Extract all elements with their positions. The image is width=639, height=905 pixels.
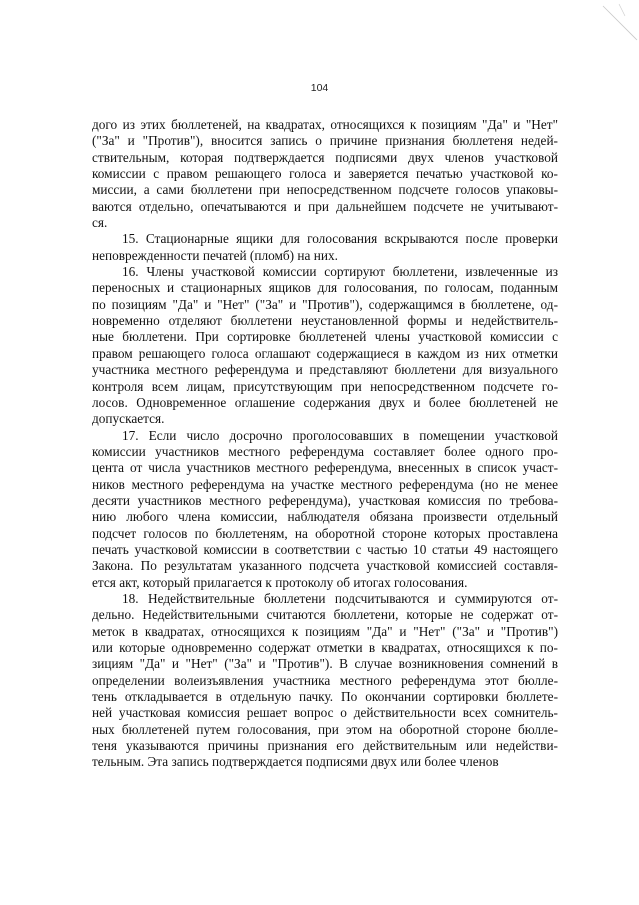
text-line: 16. Члены участковой комиссии сортируют бюллетени, извлеченные из — [122, 264, 558, 280]
text-line: Закона. По результатам указанного подсчета участковой комиссией составля- — [92, 558, 558, 574]
paragraph-p-continued — [92, 117, 558, 231]
text-line: дельно. Недействительными считаются бюллетени, которые не содержат от- — [92, 607, 558, 623]
paragraph-p-17 — [92, 428, 558, 591]
paragraph-p-18 — [92, 591, 558, 771]
text-line: определении волеизъявления участника местного референдума этот бюлле- — [92, 672, 558, 688]
text-line: ные бюллетени. При сортировке бюллетеней члены участковой комиссии с — [92, 329, 558, 345]
text-line: переносных и стационарных ящиков для голосования, по голосам, поданным — [92, 280, 558, 296]
text-line: лосов. Одновременное оглашение содержания двух и более бюллетеней не — [92, 394, 558, 410]
text-line: новременно отделяют бюллетени неустановленной формы и недействитель- — [92, 313, 558, 329]
text-line: тень откладывается в отдельную пачку. По окончании сортировки бюллете- — [92, 689, 558, 705]
text-line: комиссии с правом решающего голоса и заверяется печатью участковой ко- — [92, 166, 558, 182]
document-body — [92, 117, 558, 771]
text-line: подсчет голосов по бюллетеням, на оборотной стороне которых проставлена — [92, 525, 558, 541]
text-line: меток в квадратах, относящихся к позициям "Да" и "Нет" ("За" и "Против") — [92, 623, 558, 639]
text-line: допускается. — [92, 411, 165, 427]
text-line: зициям "Да" и "Нет" ("За" и "Против"). В случае возникновения сомнений в — [92, 656, 558, 672]
text-line: по позициям "Да" и "Нет" ("За" и "Против"), содержащимся в бюллетене, од- — [92, 296, 558, 312]
corner-scribble-icon — [559, 0, 639, 60]
text-line: ствительным, которая подтверждается подписями двух членов участковой — [92, 149, 558, 165]
text-line: теня указываются причины признания его действительным или недействи- — [92, 738, 558, 754]
text-line: ваются отдельно, опечатываются и при дальнейшем подсчете не учитывают- — [92, 198, 558, 214]
text-line: тельным. Эта запись подтверждается подписями двух или более членов — [92, 754, 499, 770]
text-line: дого из этих бюллетеней, на квадратах, относящихся к позициям "Да" и "Нет" — [92, 117, 558, 132]
text-line: 15. Стационарные ящики для голосования вскрываются после проверки — [122, 231, 558, 247]
text-line: контроля всем лицам, присутствующим при непосредственном подсчете го- — [92, 378, 558, 394]
text-line: ней участковая комиссия решает вопрос о действительности всех сомнитель- — [92, 705, 558, 721]
text-line: ных бюллетеней путем голосования, при этом на оборотной стороне бюлле- — [92, 721, 558, 737]
paragraph-p-15 — [92, 231, 558, 264]
text-line: неповрежденности печатей (пломб) на них. — [92, 247, 338, 263]
text-line: 18. Недействительные бюллетени подсчитываются и суммируются от- — [122, 590, 558, 606]
text-line: ников местного референдума на участке местного референдума (но не менее — [92, 476, 558, 492]
text-line: правом решающего голоса оглашают содержащиеся в каждом из них отметки — [92, 345, 558, 361]
text-line: печать участковой комиссии в соответствии с частью 10 статьи 49 настоящего — [92, 541, 558, 557]
text-line: миссии, а сами бюллетени при непосредственном подсчете голосов упаковы- — [92, 182, 558, 198]
text-line: комиссии участников местного референдума составляет более одного про- — [92, 443, 558, 459]
text-line: десяти участников местного референдума), участковая комиссия по требова- — [92, 492, 558, 508]
text-line: ("За" и "Против"), вносится запись о причине признания бюллетеня недей- — [92, 133, 558, 149]
text-line: участника местного референдума и представляют бюллетени для визуального — [92, 362, 558, 378]
text-line: нию любого члена комиссии, наблюдателя обязана произвести отдельный — [92, 509, 558, 525]
text-line: цента от числа участников местного референдума, внесенных в список участ- — [92, 460, 558, 476]
text-line: ся. — [92, 215, 108, 231]
text-line: или которые одновременно содержат отметки в квадратах, относящихся к по- — [92, 640, 558, 655]
text-line: ется акт, который прилагается к протоколу об итогах голосования. — [92, 574, 468, 590]
page-number: 104 — [310, 82, 329, 94]
text-line: 17. Если число досрочно проголосовавших в помещении участковой — [122, 427, 558, 443]
paragraph-p-16 — [92, 264, 558, 427]
